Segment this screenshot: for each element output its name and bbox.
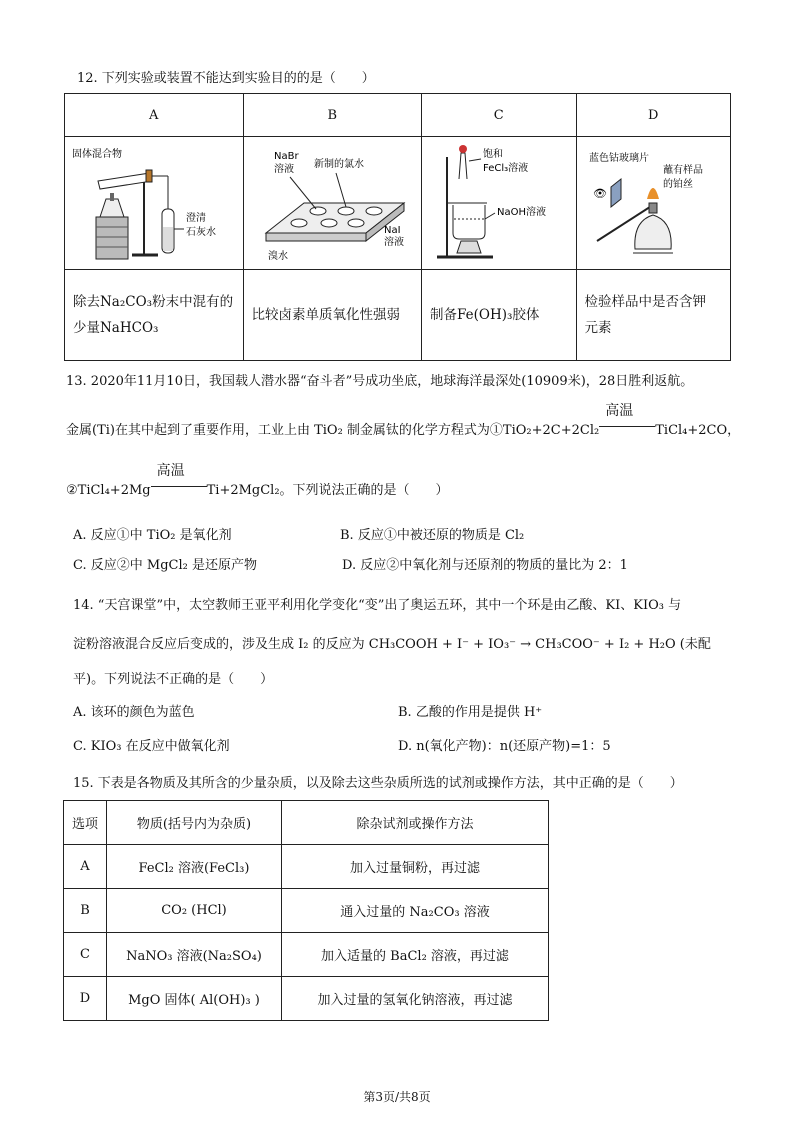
fig-d-label-2: 蘸有样品 <box>663 165 704 176</box>
col-d-header: D <box>576 94 731 137</box>
q12-stem: 12. 下列实验或装置不能达到实验目的的是（ ） <box>77 71 375 86</box>
condition-label-1: 高温 <box>605 403 634 419</box>
fig-c-label-1: 饱和 <box>482 149 503 160</box>
col-c-header: C <box>422 94 577 137</box>
desc-d-line1: 检验样品中是否含钾 <box>584 294 706 310</box>
col-a-header: A <box>65 94 244 137</box>
desc-b: 比较卤素单质氧化性强弱 <box>243 270 422 361</box>
svg-text:👁: 👁 <box>593 187 608 200</box>
row-d-method: 加入过量的氢氧化钠溶液，再过滤 <box>282 977 549 1021</box>
experiment-table <box>64 93 731 361</box>
q13-line2-a: 金属(Ti)在其中起到了重要作用，工业上由 TiO₂ 制金属钛的化学方程式为①TiO₂+2C+2Cl₂ <box>66 423 600 438</box>
fig-b-label-3: 新制的氯水 <box>314 159 365 170</box>
desc-a <box>65 270 244 361</box>
header-option: 选项 <box>64 801 107 845</box>
fig-b-label-6: 溴水 <box>268 251 289 262</box>
q13-line3 <box>66 463 449 500</box>
q14-option-c[interactable]: C. KIO₃ 在反应中做氧化剂 <box>73 739 230 754</box>
table-row <box>64 845 549 889</box>
col-b-header: B <box>243 94 422 137</box>
q13-line3-a: ②TiCl₄+2Mg <box>66 483 151 498</box>
table-row <box>64 889 549 933</box>
fig-d-label-3: 的铂丝 <box>663 179 694 190</box>
q13-line1: 13. 2020年11月10日，我国载人潜水器“奋斗者”号成功坐底，地球海洋最深处(10909米)，28日胜利返航。 <box>66 374 694 389</box>
table-row <box>64 933 549 977</box>
row-a-option: A <box>64 845 107 889</box>
q14-option-d[interactable]: D. n(氧化产物)：n(还原产物)=1：5 <box>398 739 611 754</box>
row-c-option: C <box>64 933 107 977</box>
fig-b-label-1: NaBr <box>274 151 299 162</box>
figure-b <box>243 137 422 270</box>
q14-line2: 淀粉溶液混合反应后变成的，涉及生成 I₂ 的反应为 CH₃COOH + I⁻ + IO₃⁻ → CH₃COO⁻ + I₂ + H₂O (未配 <box>73 637 711 652</box>
q13-option-d[interactable]: D. 反应②中氧化剂与还原剂的物质的量比为 2：1 <box>342 558 628 573</box>
reaction-condition-2 <box>151 463 207 494</box>
q13-option-b[interactable]: B. 反应①中被还原的物质是 Cl₂ <box>340 528 525 543</box>
q14-line3: 平)。下列说法不正确的是（ ） <box>73 672 274 687</box>
row-d-substance: MgO 固体( Al(OH)₃ ) <box>107 977 282 1021</box>
q13-line2-b: TiCl₄+2CO， <box>655 423 741 438</box>
fig-c-label-2: FeCl₃溶液 <box>482 163 528 174</box>
q13-option-c[interactable]: C. 反应②中 MgCl₂ 是还原产物 <box>73 558 257 573</box>
fig-a-label-3: 石灰水 <box>185 227 216 238</box>
fig-b-label-5: 溶液 <box>384 237 405 248</box>
fig-a-label-1: 固体混合物 <box>71 149 122 160</box>
figure-a <box>65 137 244 270</box>
impurity-table <box>63 800 549 1021</box>
fig-c-label-3: NaOH溶液 <box>496 207 546 218</box>
q14-option-b[interactable]: B. 乙酸的作用是提供 H⁺ <box>398 705 543 720</box>
fig-a-label-2: 澄清 <box>185 213 206 224</box>
q13-option-a[interactable]: A. 反应①中 TiO₂ 是氧化剂 <box>73 528 232 543</box>
q13-line3-b: Ti+2MgCl₂。下列说法正确的是（ ） <box>206 483 449 498</box>
fig-d-label-1: 蓝色钴玻璃片 <box>589 153 650 164</box>
q14-option-a[interactable]: A. 该环的颜色为蓝色 <box>73 705 195 720</box>
q15-stem: 15. 下表是各物质及其所含的少量杂质，以及除去这些杂质所选的试剂或操作方法，其中正确的是（ ） <box>73 776 683 791</box>
q13-line2 <box>66 403 741 440</box>
row-b-option: B <box>64 889 107 933</box>
fig-b-label-2: 溶液 <box>274 164 295 175</box>
row-a-substance: FeCl₂ 溶液(FeCl₃) <box>107 845 282 889</box>
desc-d-line2: 元素 <box>584 320 612 336</box>
header-substance: 物质(括号内为杂质) <box>107 801 282 845</box>
desc-d <box>576 270 731 361</box>
figure-d <box>576 137 731 270</box>
row-c-method: 加入适量的 BaCl₂ 溶液，再过滤 <box>282 933 549 977</box>
table-row <box>64 977 549 1021</box>
fig-b-label-4: NaI <box>384 225 401 236</box>
figure-c <box>422 137 577 270</box>
desc-a-line2: 少量NaHCO₃ <box>73 320 159 336</box>
reaction-condition-1 <box>599 403 655 434</box>
condition-label-2: 高温 <box>156 463 185 479</box>
row-b-method: 通入过量的 Na₂CO₃ 溶液 <box>282 889 549 933</box>
row-a-method: 加入过量铜粉，再过滤 <box>282 845 549 889</box>
page-footer: 第3页/共8页 <box>363 1090 431 1104</box>
desc-a-line1: 除去Na₂CO₃粉末中混有的 <box>73 294 234 310</box>
row-b-substance: CO₂ (HCl) <box>107 889 282 933</box>
row-d-option: D <box>64 977 107 1021</box>
header-method: 除杂试剂或操作方法 <box>282 801 549 845</box>
desc-c: 制备Fe(OH)₃胶体 <box>422 270 577 361</box>
q14-line1: 14. “天宫课堂”中，太空教师王亚平利用化学变化“变”出了奥运五环，其中一个环是由乙酸、KI、KIO₃ 与 <box>73 598 682 613</box>
row-c-substance: NaNO₃ 溶液(Na₂SO₄) <box>107 933 282 977</box>
